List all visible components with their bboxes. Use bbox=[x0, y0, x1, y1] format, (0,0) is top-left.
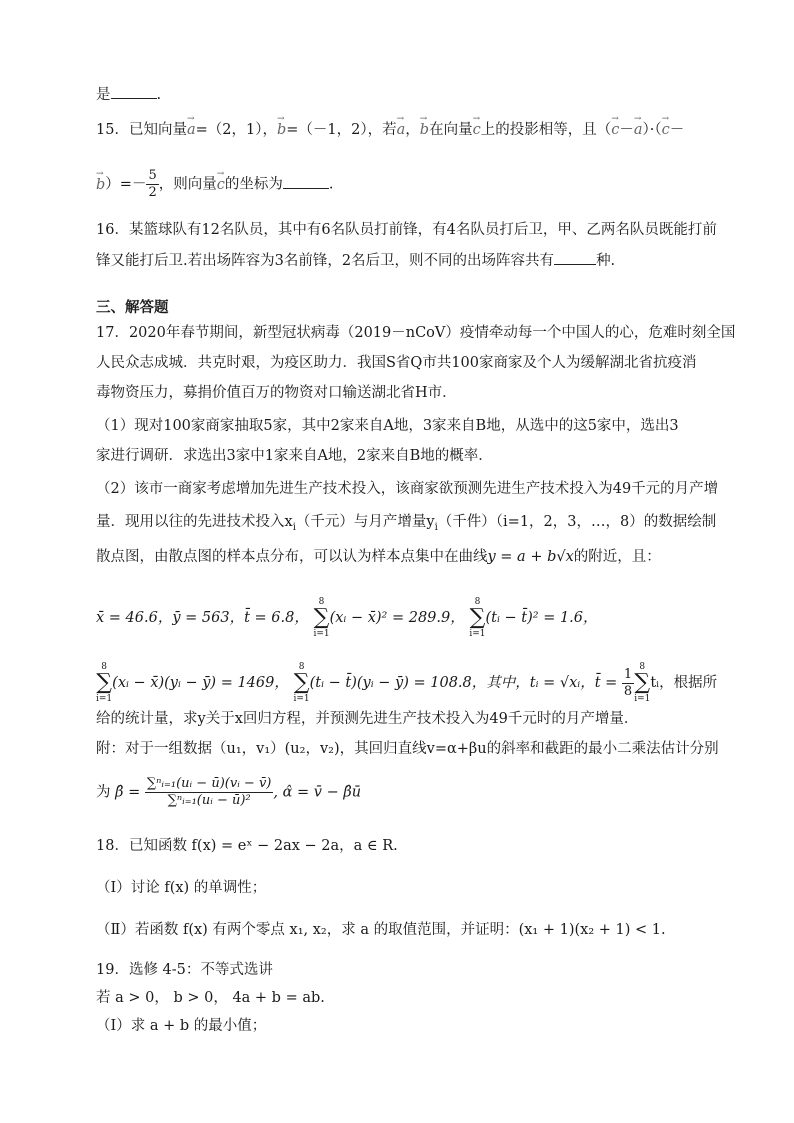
q17-line6: （2）该市一商家考虑增加先进生产技术投入，该商家欲预测先进生产技术投入为49千元的月产增 bbox=[96, 481, 719, 497]
formula: x̄ = 46.6，ȳ = 563，t̄ = 6.8， bbox=[96, 610, 309, 626]
fraction-denominator: 8 bbox=[623, 683, 633, 699]
text: 种. bbox=[596, 253, 616, 269]
text: 散点图，由散点图的样本点分布，可以认为样本点集中在曲线 bbox=[96, 549, 488, 565]
vector-a: → a bbox=[187, 120, 196, 140]
answer-blank bbox=[283, 174, 329, 189]
fraction bbox=[622, 667, 634, 700]
sum-symbol: 8 ∑ i=1 bbox=[96, 662, 113, 704]
text: 为 bbox=[96, 784, 111, 801]
sum-lower: i=1 bbox=[634, 694, 651, 704]
vector-c: → c bbox=[473, 120, 481, 140]
text: . bbox=[328, 176, 334, 193]
text: 的坐标为 bbox=[224, 176, 283, 193]
text: 锋又能打后卫.若出场阵容为3名前锋，2名后卫，则不同的出场阵容共有 bbox=[96, 253, 555, 269]
sum-lower: i=1 bbox=[293, 694, 310, 704]
q18-line3: （Ⅱ）若函数 f(x) 有两个零点 x₁, x₂，求 a 的取值范围，并证明：(x₁ + 1)(x₂ + 1) < 1. bbox=[96, 922, 666, 938]
section-heading: 三、解答题 bbox=[96, 299, 169, 316]
text: － bbox=[619, 122, 634, 138]
fraction-numerator: ∑ⁿᵢ₌₁(uᵢ − ū)(vᵢ − v̄) bbox=[146, 776, 272, 791]
sum-upper: 8 bbox=[474, 597, 481, 607]
sum-lower: i=1 bbox=[96, 694, 113, 704]
vector-a: → a bbox=[634, 120, 643, 140]
q17-line12: 附：对于一组数据（u₁，v₁）(u₂，v₂)，其回归直线v=α+βu的斜率和截距的最小二乘法估计分别 bbox=[96, 741, 719, 757]
text: =（－1，2），若 bbox=[286, 122, 397, 138]
formula: (tᵢ − t̄)(yᵢ − ȳ) = 108.8，其中，tᵢ = √xᵢ，t̄ = bbox=[309, 675, 618, 691]
sum-upper: 8 bbox=[298, 662, 305, 672]
formula: , α̂ = v̄ − β̂ū bbox=[273, 784, 362, 801]
fraction-denominator: ∑ⁿᵢ₌₁(uᵢ − ū)² bbox=[167, 793, 251, 808]
sum-lower: i=1 bbox=[313, 629, 330, 639]
sum-lower: i=1 bbox=[469, 629, 486, 639]
vector-b: → b bbox=[96, 175, 105, 195]
text: 是 bbox=[96, 87, 111, 103]
fraction bbox=[145, 776, 274, 809]
text: ，则向量 bbox=[158, 176, 217, 193]
q19-line1: 19．选修 4-5：不等式选讲 bbox=[96, 962, 273, 978]
q17-line1: 17．2020年春节期间，新型冠状病毒（2019－nCoV）疫情牵动每一个中国人的心，危难时刻全国 bbox=[96, 325, 736, 341]
q17-line9 bbox=[96, 597, 598, 639]
formula: (xᵢ − x̄)² = 289.9， bbox=[329, 610, 465, 626]
sum-upper: 8 bbox=[101, 662, 107, 672]
formula: (xᵢ − x̄)(yᵢ − ȳ) = 1469， bbox=[112, 675, 289, 691]
sum-upper: 8 bbox=[318, 597, 325, 607]
text: 15．已知向量 bbox=[96, 122, 187, 138]
q17-line10 bbox=[96, 662, 717, 704]
q17-line8 bbox=[96, 547, 661, 567]
q17-line11: 给的统计量，求y关于x回归方程，并预测先进生产技术投入为49千元时的月产增量． bbox=[96, 711, 639, 727]
q18-line2: （Ⅰ）讨论 f(x) 的单调性； bbox=[96, 880, 267, 896]
text: ）·（ bbox=[642, 122, 662, 138]
vector-c: → c bbox=[662, 120, 670, 140]
vector-a: → a bbox=[397, 120, 406, 140]
sum-symbol: 8 ∑ i=1 bbox=[293, 662, 310, 704]
text: 量．现用以往的先进技术投入x bbox=[96, 514, 293, 530]
fraction-denominator: 2 bbox=[148, 185, 157, 200]
text: ）=－ bbox=[105, 176, 147, 193]
vector-c: → c bbox=[217, 175, 225, 195]
q17-line2: 人民众志成城．共克时艰，为疫区助力．我国S省Q市共100家商家及个人为缓解湖北省抗疫消 bbox=[96, 355, 697, 371]
vector-b: → b bbox=[420, 120, 429, 140]
q17-line4: （1）现对100家商家抽取5家，其中2家来自A地，3家来自B地，从选中的这5家中，选出3 bbox=[96, 418, 679, 434]
vector-c: → c bbox=[611, 120, 619, 140]
q17-line3: 毒物资压力，募捐价值百万的物资对口输送湖北省H市． bbox=[96, 385, 457, 401]
text: . bbox=[156, 87, 162, 103]
text: － bbox=[669, 122, 685, 138]
text: （千件）（i=1，2，3，…，8）的数据绘制 bbox=[437, 514, 717, 530]
q17-line13 bbox=[96, 776, 361, 809]
sum-symbol: 8 ∑ i=1 bbox=[313, 597, 330, 639]
formula: β̂ = bbox=[115, 784, 141, 801]
text: 在向量 bbox=[429, 122, 473, 138]
vector-b: → b bbox=[277, 120, 286, 140]
answer-blank bbox=[111, 84, 157, 99]
text: tᵢ，根据所 bbox=[650, 675, 718, 691]
q16-line2 bbox=[96, 250, 615, 271]
q19-line3: （Ⅰ）求 a + b 的最小值； bbox=[96, 1018, 267, 1034]
fraction bbox=[146, 168, 158, 201]
sum-upper: 8 bbox=[639, 662, 646, 672]
q17-line5: 家进行调研．求选出3家中1家来自A地，2家来自B地的概率． bbox=[96, 448, 493, 464]
formula: (tᵢ − t̄)² = 1.6， bbox=[485, 610, 598, 626]
answer-blank bbox=[554, 250, 596, 265]
fraction-numerator: 5 bbox=[148, 168, 157, 183]
text: 上的投影相等，且（ bbox=[480, 122, 612, 138]
formula: y = a + b√x bbox=[487, 549, 574, 565]
text: （千元）与月产增量y bbox=[295, 514, 435, 530]
sum-symbol: 8 ∑ i=1 bbox=[634, 662, 651, 704]
q18-line1: 18．已知函数 f(x) = eˣ − 2ax − 2a，a ∈ R. bbox=[96, 838, 398, 854]
text: ， bbox=[405, 122, 420, 138]
q15-line1 bbox=[96, 120, 684, 140]
q14-tail bbox=[96, 84, 161, 105]
sum-symbol: 8 ∑ i=1 bbox=[469, 597, 486, 639]
text: 的附近，且： bbox=[573, 549, 661, 565]
q19-line2: 若 a > 0， b > 0， 4a + b = ab. bbox=[96, 990, 325, 1006]
q15-line2 bbox=[96, 168, 333, 201]
fraction-numerator: 1 bbox=[623, 666, 633, 682]
text: =（2，1）， bbox=[195, 122, 277, 138]
q17-line7: 量．现用以往的先进技术投入$x_i$（千元）与月产增量$y_i$（千件）（i=1，2，3，…，8）的数据绘制 bbox=[96, 514, 717, 533]
q16-line1: 16．某篮球队有12名队员，其中有6名队员打前锋，有4名队员打后卫，甲、乙两名队员既能打前 bbox=[96, 222, 717, 238]
